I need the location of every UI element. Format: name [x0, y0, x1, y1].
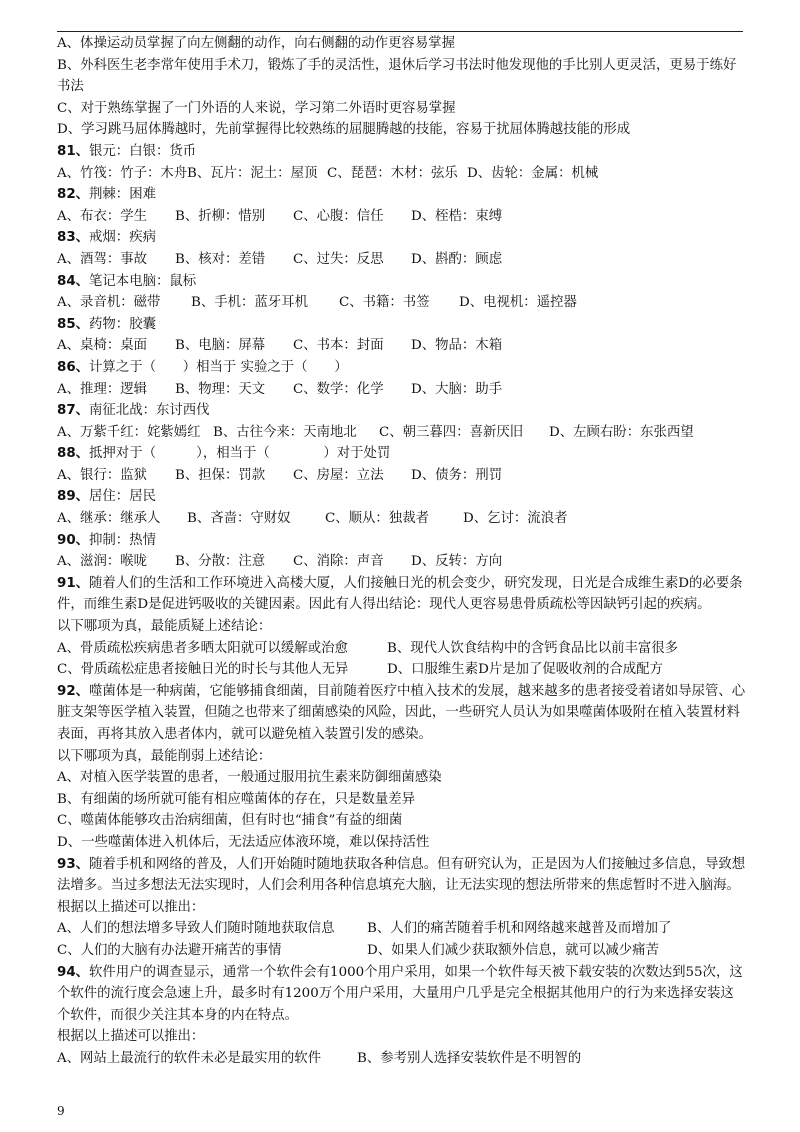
question-stem: 软件用户的调查显示，通常一个软件会有1000个用户采用，如果一个软件每天被下载安装的次数达到55次，这个软件的流行度会急速上升，最多时有1200万个用户采用，大量用户几乎是完全根据其他用户的行为来选择安装这个软件，而很少关注其本身的内在特点。 [57, 964, 743, 1023]
question-number: 91、 [57, 575, 90, 591]
option-a: A、布衣：学生 [57, 208, 148, 224]
question-stem: 计算之于（ ）相当于 实验之于（ ） [89, 359, 348, 375]
question-stem: 噬菌体是一种病菌，它能够捕食细菌，目前随着医疗中植入技术的发展，越来越多的患者接受着诸如导尿管、心脏支架等医学植入装置，但随之也带来了细菌感染的风险，因此，一些研究人员认为如果噬菌体吸附在植入装置材料表面，再将其放入患者体内，就可以避免植入装置引发的感染。 [57, 683, 746, 742]
question-stem: 随着人们的生活和工作环境进入高楼大厦，人们接触日光的机会变少，研究发现，日光是合成维生素D的必要条件，而维生素D是促进钙吸收的关键因素。因此有人得出结论：现代人更容易患骨质疏松等因缺钙引起的疾病。 [57, 575, 743, 613]
question-83 [57, 227, 747, 249]
question-number: 81、 [57, 143, 90, 159]
question-84 [57, 271, 747, 293]
options-91-row1 [57, 638, 747, 660]
option-d: D、口服维生素D片是加了促吸收剂的合成配方 [387, 662, 663, 678]
question-91 [57, 573, 747, 616]
question-88 [57, 443, 747, 465]
option-d: D、斟酌：顾虑 [411, 251, 503, 267]
question-90 [57, 530, 747, 552]
options-83 [57, 249, 747, 271]
option-c: C、消除：声音 [293, 554, 384, 570]
question-94-prompt: 根据以上描述可以推出： [57, 1029, 205, 1045]
question-86 [57, 357, 747, 379]
options-93-row1 [57, 918, 747, 940]
option-d: D、物品：木箱 [411, 338, 503, 354]
top-rule [57, 31, 743, 32]
option-b: B、古往今来：天南地北 [213, 424, 357, 440]
question-91-prompt: 以下哪项为真，最能质疑上述结论： [57, 619, 272, 635]
option-c: C、房屋：立法 [293, 467, 384, 483]
option-d: D、电视机：遥控器 [459, 295, 577, 311]
option-a: A、酒驾：事故 [57, 251, 148, 267]
options-86 [57, 379, 747, 401]
question-stem: 抵押对于（ ），相当于（ ）对于处罚 [89, 446, 391, 462]
options-84 [57, 292, 747, 314]
question-number: 94、 [57, 964, 90, 980]
question-number: 87、 [57, 403, 90, 419]
option-c: C、心腹：信任 [293, 208, 384, 224]
question-number: 86、 [57, 359, 90, 375]
options-88 [57, 465, 747, 487]
option-b: B、折柳：惜别 [175, 208, 266, 224]
option-b: B、瓦片：泥土：屋顶 [187, 165, 318, 181]
option-b: B、有细菌的场所就可能有相应噬菌体的存在，只是数量差异 [57, 791, 415, 807]
option-d: D、乞讨：流浪者 [463, 511, 568, 527]
option-d: D、如果人们减少获取额外信息，就可以减少痛苦 [367, 942, 659, 958]
question-number: 83、 [57, 230, 90, 246]
question-stem: 药物：胶囊 [89, 316, 156, 332]
option-c: C、朝三暮四：喜新厌旧 [379, 424, 524, 440]
question-number: 92、 [57, 683, 90, 699]
question-stem: 南征北战：东讨西伐 [89, 403, 210, 419]
option-c: C、过失：反思 [293, 251, 384, 267]
option-d: D、桎梏：束缚 [411, 208, 503, 224]
prev-option-b: B、外科医生老李常年使用手术刀，锻炼了手的灵活性，退休后学习书法时他发现他的手比别人更灵活，更易于练好书法 [57, 57, 737, 95]
option-a: A、录音机：磁带 [57, 295, 161, 311]
question-number: 93、 [57, 856, 90, 872]
question-number: 88、 [57, 446, 90, 462]
question-stem: 银元：白银：货币 [89, 143, 197, 159]
option-b: B、担保：罚款 [175, 467, 266, 483]
question-93-prompt: 根据以上描述可以推出： [57, 899, 205, 915]
question-87 [57, 400, 747, 422]
question-89 [57, 486, 747, 508]
option-b: B、电脑：屏幕 [175, 338, 266, 354]
option-c: C、书本：封面 [293, 338, 384, 354]
option-d: D、一些噬菌体进入机体后，无法适应体液环境，难以保持活性 [57, 834, 430, 850]
option-c: C、骨质疏松症患者接触日光的时长与其他人无异 [57, 662, 349, 678]
question-92 [57, 681, 747, 746]
options-93-row2 [57, 940, 747, 962]
options-85 [57, 335, 747, 357]
option-a: A、银行：监狱 [57, 467, 148, 483]
question-93 [57, 854, 747, 897]
option-b: B、分散：注意 [175, 554, 266, 570]
options-91-row2 [57, 659, 747, 681]
question-85 [57, 314, 747, 336]
option-a: A、网站上最流行的软件未必是最实用的软件 [57, 1050, 322, 1066]
question-stem: 荆棘：困难 [89, 187, 156, 203]
option-a: A、人们的想法增多导致人们随时随地获取信息 [57, 921, 335, 937]
question-stem: 笔记本电脑：鼠标 [89, 273, 197, 289]
option-d: D、齿轮：金属：机械 [467, 165, 599, 181]
prev-option-a: A、体操运动员掌握了向左侧翻的动作，向右侧翻的动作更容易掌握 [57, 36, 455, 51]
question-81 [57, 141, 747, 163]
option-b: B、物理：天文 [175, 381, 266, 397]
option-d: D、左顾右盼：东张西望 [549, 424, 694, 440]
option-b: B、吝啬：守财奴 [187, 511, 291, 527]
question-number: 90、 [57, 532, 90, 548]
option-c: C、琵琶：木材：弦乐 [327, 165, 458, 181]
option-a: A、骨质疏松疾病患者多晒太阳就可以缓解或治愈 [57, 640, 348, 656]
question-82 [57, 184, 747, 206]
options-94-row1 [57, 1048, 747, 1070]
question-stem: 随着手机和网络的普及，人们开始随时随地获取各种信息。但有研究认为，正是因为人们接触过多信息，导致想法增多。当过多想法无法实现时，人们会利用各种信息填充大脑，让无法实现的想法所带来的焦虑暂时不进入脑海。 [57, 856, 746, 894]
page-content [57, 33, 747, 1070]
option-a: A、桌椅：桌面 [57, 338, 148, 354]
option-d: D、反转：方向 [411, 554, 503, 570]
option-b: B、手机：蓝牙耳机 [191, 295, 308, 311]
option-b: B、人们的痛苦随着手机和网络越来越普及而增加了 [367, 921, 672, 937]
option-a: A、竹筏：竹子：木舟 [57, 165, 188, 181]
prev-option-c: C、对于熟练掌握了一门外语的人来说，学习第二外语时更容易掌握 [57, 100, 456, 116]
option-c: C、噬菌体能够攻击治病细菌，但有时也“捕食”有益的细菌 [57, 813, 403, 829]
question-number: 84、 [57, 273, 90, 289]
options-90 [57, 551, 747, 573]
option-a: A、滋润：喉咙 [57, 554, 148, 570]
question-number: 82、 [57, 187, 90, 203]
question-stem: 居住：居民 [89, 489, 156, 505]
options-87 [57, 422, 747, 444]
options-82 [57, 206, 747, 228]
option-d: D、债务：刑罚 [411, 467, 503, 483]
option-a: A、对植入医学装置的患者，一般通过服用抗生素来防御细菌感染 [57, 770, 442, 786]
option-a: A、推理：逻辑 [57, 381, 148, 397]
options-81 [57, 163, 747, 185]
page-number: 9 [57, 1104, 65, 1118]
question-number: 89、 [57, 489, 90, 505]
option-a: A、继承：继承人 [57, 511, 161, 527]
option-c: C、顺从：独裁者 [325, 511, 429, 527]
question-stem: 抑制：热情 [89, 532, 156, 548]
option-c: C、人们的大脑有办法避开痛苦的事情 [57, 942, 282, 958]
question-stem: 戒烟：疾病 [89, 230, 156, 246]
option-c: C、数学：化学 [293, 381, 384, 397]
option-c: C、书籍：书签 [339, 295, 430, 311]
option-d: D、大脑：助手 [411, 381, 503, 397]
prev-option-d: D、学习跳马屈体腾越时，先前掌握得比较熟练的屈腿腾越的技能，容易于扰屈体腾越技能的形成 [57, 122, 631, 138]
question-number: 85、 [57, 316, 90, 332]
question-94 [57, 962, 747, 1027]
option-a: A、万紫千红：姹紫嫣红 [57, 424, 201, 440]
option-b: B、参考别人选择安装软件是不明智的 [357, 1050, 582, 1066]
options-89 [57, 508, 747, 530]
option-b: B、现代人饮食结构中的含钙食品比以前丰富很多 [387, 640, 679, 656]
question-92-prompt: 以下哪项为真，最能削弱上述结论： [57, 748, 272, 764]
option-b: B、核对：差错 [175, 251, 266, 267]
